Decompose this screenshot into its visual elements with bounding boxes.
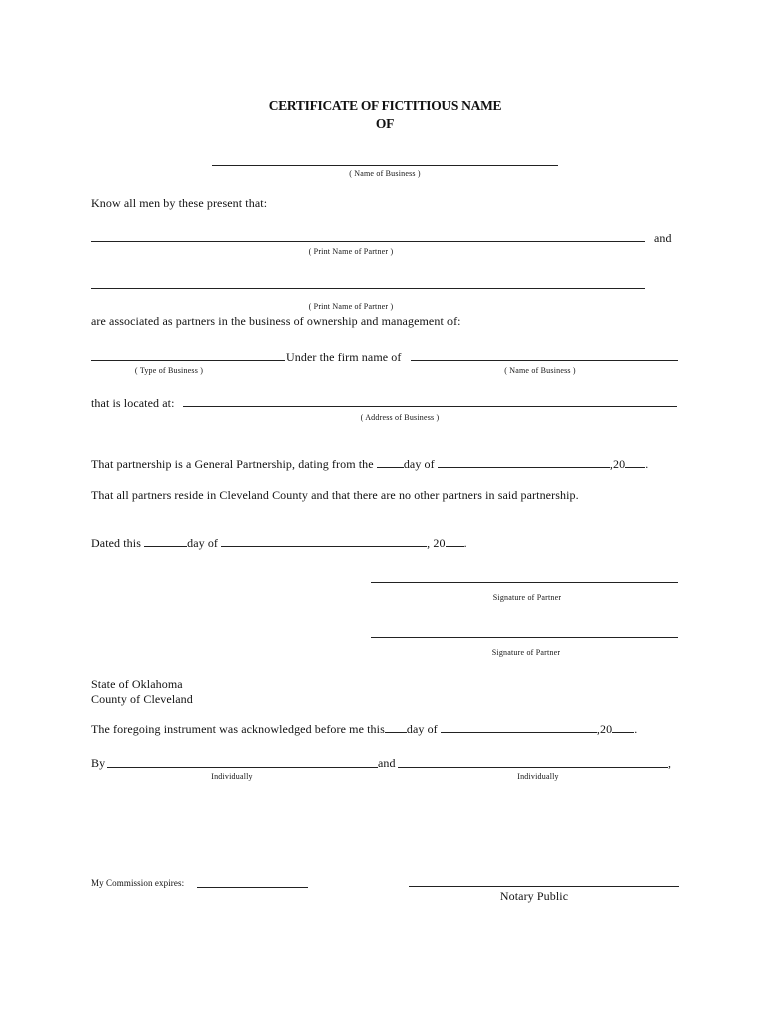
gp-month-field[interactable] [438, 466, 610, 468]
individual2-caption: Individually [517, 772, 559, 781]
ack-month-field[interactable] [441, 731, 597, 733]
by-and-text: and [378, 756, 396, 770]
by-text: By [91, 756, 106, 770]
by-comma: , [668, 756, 672, 770]
individual2-field[interactable] [398, 767, 668, 768]
commission-expires-text: My Commission expires: [91, 878, 185, 888]
document-title-of: OF [375, 116, 395, 131]
gp-period: . [645, 457, 649, 471]
gp-year-prefix: ,20 [609, 457, 626, 471]
gp-day-field[interactable] [377, 466, 404, 468]
gp-day-of-text: day of [403, 457, 435, 471]
dated-this-line [91, 536, 467, 551]
individual1-caption: Individually [211, 772, 253, 781]
general-partnership-line [91, 457, 648, 472]
dated-year-prefix: , 20 [427, 536, 446, 550]
and-text: and [654, 231, 672, 245]
type-of-business-caption: ( Type of Business ) [134, 366, 204, 375]
partner2-caption: ( Print Name of Partner ) [308, 302, 394, 311]
dated-year-field[interactable] [446, 545, 464, 547]
address-field[interactable] [183, 406, 677, 407]
partner1-name-field[interactable] [91, 241, 645, 242]
dated-month-field[interactable] [221, 545, 427, 547]
notary-signature-field[interactable] [409, 886, 679, 887]
ack-day-of-text: day of [406, 722, 438, 736]
ack-period: . [634, 722, 638, 736]
firm-name-caption: ( Name of Business ) [504, 366, 576, 375]
gp-year-field[interactable] [625, 466, 645, 468]
business-name-field[interactable] [212, 165, 558, 166]
under-firm-name-text: Under the firm name of [286, 350, 402, 364]
dated-period: . [463, 536, 467, 550]
dated-day-of-text: day of [187, 536, 219, 550]
notary-public-caption: Notary Public [499, 889, 569, 903]
partner1-signature-caption: Signature of Partner [492, 593, 562, 602]
business-name-caption: ( Name of Business ) [349, 169, 421, 178]
general-partnership-text: That partnership is a General Partnership, dating from the [91, 457, 374, 471]
dated-day-field[interactable] [144, 545, 187, 547]
partner2-signature-caption: Signature of Partner [491, 648, 561, 657]
ack-year-field[interactable] [612, 731, 634, 733]
reside-text: That all partners reside in Cleveland County and that there are no other partners in said partnership. [91, 488, 579, 502]
state-text: State of Oklahoma [91, 677, 183, 691]
firm-name-field[interactable] [411, 360, 678, 361]
located-at-text: that is located at: [91, 396, 175, 410]
partner2-signature-field[interactable] [371, 637, 678, 638]
commission-expires-field[interactable] [197, 887, 308, 888]
foregoing-text: The foregoing instrument was acknowledged before me this [91, 722, 385, 736]
know-all-men-text: Know all men by these present that: [91, 196, 268, 210]
ack-year-prefix: ,20 [596, 722, 613, 736]
ack-day-field[interactable] [385, 731, 407, 733]
foregoing-line [91, 722, 637, 737]
document-title: CERTIFICATE OF FICTITIOUS NAME [268, 98, 502, 113]
type-of-business-field[interactable] [91, 360, 285, 361]
individual1-field[interactable] [107, 767, 378, 768]
partner2-name-field[interactable] [91, 288, 645, 289]
partner1-caption: ( Print Name of Partner ) [308, 247, 394, 256]
county-text: County of Cleveland [91, 692, 193, 706]
associated-text: are associated as partners in the business of ownership and management of: [91, 314, 461, 328]
address-caption: ( Address of Business ) [360, 413, 440, 422]
dated-this-text: Dated this [91, 536, 141, 550]
partner1-signature-field[interactable] [371, 582, 678, 583]
